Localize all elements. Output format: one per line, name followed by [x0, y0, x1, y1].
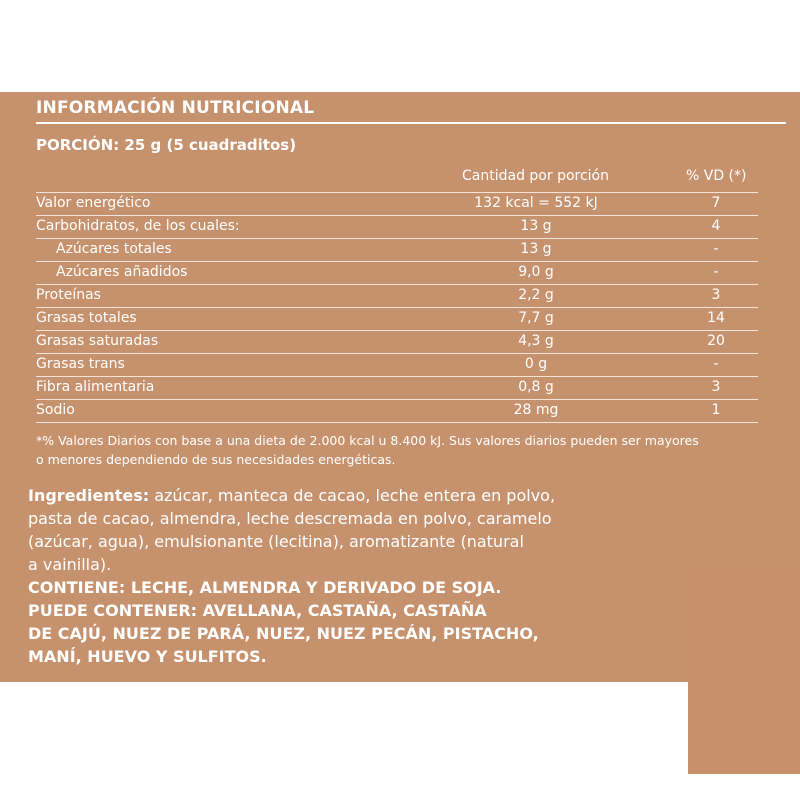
nutrient-daily-value: - [713, 356, 719, 372]
nutrient-daily-value: - [713, 241, 719, 257]
nutrient-name: Carbohidratos, de los cuales: [36, 218, 240, 234]
nutrient-name: Grasas saturadas [36, 333, 159, 349]
table-row [36, 262, 758, 285]
nutrient-amount: 13 g [520, 218, 552, 234]
nutrition-label [0, 92, 800, 682]
table-row [36, 216, 758, 239]
daily-value-footnote [36, 431, 796, 469]
nutrient-amount: 4,3 g [518, 333, 554, 349]
nutrient-name: Proteínas [36, 287, 101, 303]
ingredients-text: pasta de cacao, almendra, leche descremada en polvo, caramelo [28, 509, 552, 528]
may-contain-text: PUEDE CONTENER: AVELLANA, CASTAÑA, CASTAÑA [28, 601, 487, 620]
table-row [36, 331, 758, 354]
footnote-line: o menores dependiendo de sus necesidades energéticas. [36, 452, 396, 467]
ingredients-text: (azúcar, agua), emulsionante (lecitina), aromatizante (natural [28, 532, 524, 551]
table-row [36, 239, 758, 262]
contains-text: CONTIENE: LECHE, ALMENDRA Y DERIVADO DE SOJA. [28, 578, 502, 597]
ingredients-text: azúcar, manteca de cacao, leche entera en polvo, [149, 486, 556, 505]
nutrient-amount: 9,0 g [518, 264, 554, 280]
column-header-amount: Cantidad por porción [462, 168, 609, 184]
nutrient-amount: 0,8 g [518, 379, 554, 395]
nutrient-daily-value: - [713, 264, 719, 280]
nutrition-title: INFORMACIÓN NUTRICIONAL [36, 98, 786, 124]
table-row [36, 308, 758, 331]
nutrient-amount: 2,2 g [518, 287, 554, 303]
ingredients-block [28, 484, 618, 576]
table-row [36, 354, 758, 377]
table-row [36, 400, 758, 423]
nutrient-daily-value: 14 [707, 310, 725, 326]
nutrient-amount: 28 mg [513, 402, 559, 418]
nutrient-daily-value: 1 [711, 402, 721, 418]
may-contain-text: MANÍ, HUEVO Y SULFITOS. [28, 647, 267, 666]
nutrient-daily-value: 3 [711, 379, 721, 395]
table-row [36, 377, 758, 400]
nutrient-name: Grasas trans [36, 356, 125, 372]
nutrient-name: Azúcares totales [56, 241, 172, 257]
nutrient-name: Grasas totales [36, 310, 137, 326]
table-row [36, 193, 758, 216]
nutrient-amount: 7,7 g [518, 310, 554, 326]
nutrient-daily-value: 3 [711, 287, 721, 303]
nutrient-amount: 13 g [520, 241, 552, 257]
ingredients-text: a vainilla). [28, 555, 112, 574]
nutrient-amount: 0 g [524, 356, 548, 372]
nutrient-daily-value: 7 [711, 195, 721, 211]
portion-size: PORCIÓN: 25 g (5 cuadraditos) [36, 136, 297, 154]
nutrient-name: Fibra alimentaria [36, 379, 155, 395]
allergen-may-contain [28, 599, 628, 668]
allergen-contains [28, 576, 628, 599]
column-header-daily-value: % VD (*) [686, 168, 747, 184]
table-row [36, 285, 758, 308]
nutrient-name: Azúcares añadidos [56, 264, 188, 280]
ingredients-label: Ingredientes: [28, 486, 150, 505]
nutrition-table [36, 192, 758, 423]
label-side-panel [688, 566, 800, 774]
nutrient-daily-value: 4 [711, 218, 721, 234]
nutrient-name: Sodio [36, 402, 75, 418]
nutrient-daily-value: 20 [707, 333, 725, 349]
nutrient-name: Valor energético [36, 195, 151, 211]
may-contain-text: DE CAJÚ, NUEZ DE PARÁ, NUEZ, NUEZ PECÁN, PISTACHO, [28, 624, 539, 643]
nutrient-amount: 132 kcal = 552 kJ [474, 195, 598, 211]
footnote-line: *% Valores Diarios con base a una dieta de 2.000 kcal u 8.400 kJ. Sus valores diarios pueden ser mayores [36, 433, 699, 448]
